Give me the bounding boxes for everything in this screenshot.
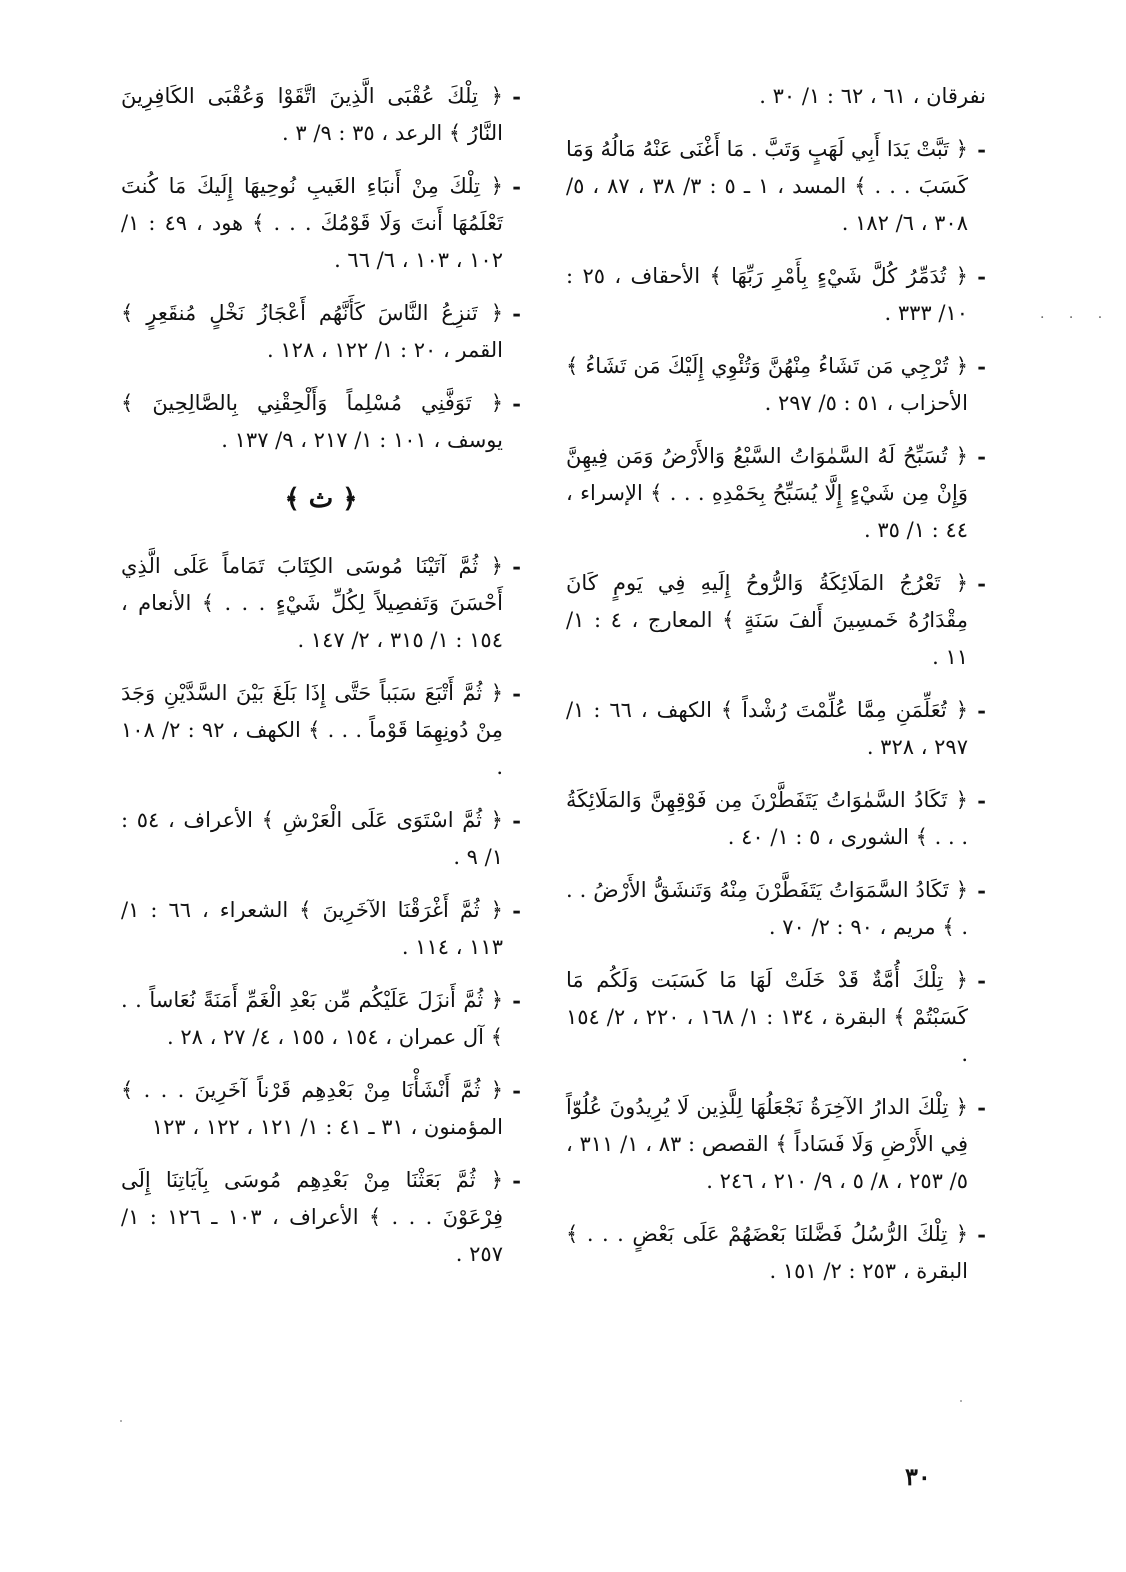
index-column-right [566,78,986,1306]
section-heading: ﴿ ث ﴾ [284,484,358,514]
index-entry: - ﴿ تِلْكَ الدارُ الآخِرَةُ نَجْعَلُهَا لِلَّذِين لَا يُرِيدُونَ عُلُوّاً فِي الأَرْضِ وَلَا فَسَاداً ﴾ القصص : ٨٣ ، ١/ ٣١١ ، ٥/ ٢٥٣ ، ٨/ ٥ ، ٩/ ٢١٠ ، ٢٤٦ . [566,1089,986,1200]
index-entry: نفرقان ، ٦١ ، ٦٢ : ١/ ٣٠ . [759,84,986,108]
index-entry: - ﴿ ثُمَّ أَنزَلَ عَلَيْكُم مِّن بَعْدِ الْغَمِّ أَمَنَةً نُعَاساً . . ﴾ آل عمران ، ١٥٤ ، ١٥٥ ، ٤/ ٢٧ ، ٢٨ . [121,982,521,1056]
index-entry: - ﴿ تِلْكَ أُمَّةٌ قَدْ خَلَتْ لَهَا مَا كَسَبَت وَلَكُم مَا كَسَبْتُمْ ﴾ البقرة ، ١٣٤ : ١/ ١٦٨ ، ٢٢٠ ، ٢/ ١٥٤ . [566,962,986,1073]
index-column-left [121,78,521,1289]
index-entry: - ﴿ تُدَمِّرُ كُلَّ شَيْءٍ بِأَمْرِ رَبِّهَا ﴾ الأحقاف ، ٢٥ : ١٠/ ٣٣٣ . [566,258,986,332]
index-entry: - ﴿ تِلْكَ الرُّسُلُ فَضَّلنَا بَعْضَهُمْ عَلَى بَعْضٍ . . . ﴾ البقرة ، ٢٥٣ : ٢/ ١٥١ . [566,1216,986,1290]
scan-artifact-dots: · · · [1040,310,1113,326]
index-entry: - ﴿ ثُمَّ أَنْشَأْنَا مِنْ بَعْدِهِم قَرْناً آخَرِينَ . . . ﴾ المؤمنون ، ٣١ ـ ٤١ : ١/ ١٢١ ، ١٢٢ ، ١٢٣ [121,1072,521,1146]
index-entry: - ﴿ تَبَّتْ يَدَا أَبِي لَهَبٍ وَتَبَّ . مَا أَغْنَى عَنْهُ مَالُهُ وَمَا كَسَبَ . . . ﴾ المسد ، ١ ـ ٥ : ٣/ ٣٨ ، ٨٧ ، ٥/ ٣٠٨ ، ٦/ ١٨٢ . [566,131,986,242]
index-entry: - ﴿ تِلْكَ مِنْ أَنبَاءِ الغَيبِ نُوحِيهَا إِلَيكَ مَا كُنتَ تَعْلَمُهَا أَنتَ وَلَا قَوْمُكَ . . . ﴾ هود ، ٤٩ : ١/ ١٠٢ ، ١٠٣ ، ٦/ ٦٦ . [121,168,521,279]
index-entry: - ﴿ ثُمَّ أَغْرَقْنَا الآخَرِينَ ﴾ الشعراء ، ٦٦ : ١/ ١١٣ ، ١١٤ . [121,892,521,966]
index-entry: - ﴿ ثُمَّ بَعَثْنَا مِنْ بَعْدِهِم مُوسَى بِآيَاتِنَا إِلَى فِرْعَوْنَ . . . ﴾ الأعراف ، ١٠٣ ـ ١٢٦ : ١/ ٢٥٧ . [121,1162,521,1273]
index-entry: - ﴿ ثُمَّ أَتْبَعَ سَبَباً حَتَّى إِذَا بَلَغَ بَيْنَ السَّدَّيْنِ وَجَدَ مِنْ دُونِهِمَا قَوْماً . . . ﴾ الكهف ، ٩٢ : ٢/ ١٠٨ . [121,675,521,786]
index-entry: - ﴿ تَعْرُجُ المَلَائِكَةُ وَالرُّوحُ إِلَيهِ فِي يَومٍ كَانَ مِقْدَارُهُ خَمسِينَ أَلفَ سَنَةٍ ﴾ المعارج ، ٤ : ١/ ١١ . [566,565,986,676]
index-entry: - ﴿ تَنزِعُ النَّاسَ كَأَنَّهُم أَعْجَازُ نَخْلٍ مُنقَعِرٍ ﴾ القمر ، ٢٠ : ١/ ١٢٢ ، ١٢٨ . [121,295,521,369]
scan-speck [120,1420,122,1422]
index-entry: - ﴿ تُرْجِي مَن تَشَاءُ مِنْهُنَّ وَتُئْوِي إِلَيْكَ مَن تَشَاءُ ﴾ الأحزاب ، ٥١ : ٥/ ٢٩٧ . [566,348,986,422]
index-entry: - ﴿ تَكَادُ السَّمَوَاتُ يَتَفَطَّرْنَ مِنْهُ وَتَنشَقُّ الأَرْضُ . . . ﴾ مريم ، ٩٠ : ٢/ ٧٠ . [566,872,986,946]
scan-speck [960,1400,962,1402]
index-entry: - ﴿ تُعَلِّمَنِ مِمَّا عُلِّمْتَ رُشْداً ﴾ الكهف ، ٦٦ : ١/ ٢٩٧ ، ٣٢٨ . [566,692,986,766]
index-entry: - ﴿ تُسَبِّحُ لَهُ السَّمٰوَاتُ السَّبْعُ وَالأَرْضُ وَمَن فِيهِنَّ وَإِنْ مِن شَيْءٍ إِلَّا يُسَبِّحُ بِحَمْدِهِ . . . ﴾ الإسراء ، ٤٤ : ١/ ٣٥ . [566,438,986,549]
index-entry: - ﴿ تَوَفَّنِي مُسْلِماً وَأَلْحِقْنِي بِالصَّالِحِينَ ﴾ يوسف ، ١٠١ : ١/ ٢١٧ ، ٩/ ١٣٧ . [121,385,521,459]
index-entry: - ﴿ تِلْكَ عُقْبَى الَّذِينَ اتَّقَوْا وَعُقْبَى الكَافِرِينَ النَّارُ ﴾ الرعد ، ٣٥ : ٩/ ٣ . [121,78,521,152]
page-number: ٣٠ [905,1462,931,1491]
index-entry: - ﴿ تَكَادُ السَّمٰوَاتُ يَتَفَطَّرْنَ مِن فَوْقِهِنَّ وَالمَلَائِكَةُ . . . ﴾ الشورى ، ٥ : ١/ ٤٠ . [566,782,986,856]
index-entry: - ﴿ ثُمَّ اسْتَوَى عَلَى الْعَرْشِ ﴾ الأعراف ، ٥٤ : ١/ ٩ . [121,802,521,876]
index-entry: - ﴿ ثُمَّ آتَيْنَا مُوسَى الكِتَابَ تَمَاماً عَلَى الَّذِي أَحْسَنَ وَتَفصِيلاً لِكُلِّ شَيْءٍ . . . ﴾ الأنعام ، ١٥٤ : ١/ ٣١٥ ، ٢/ ١٤٧ . [121,548,521,659]
